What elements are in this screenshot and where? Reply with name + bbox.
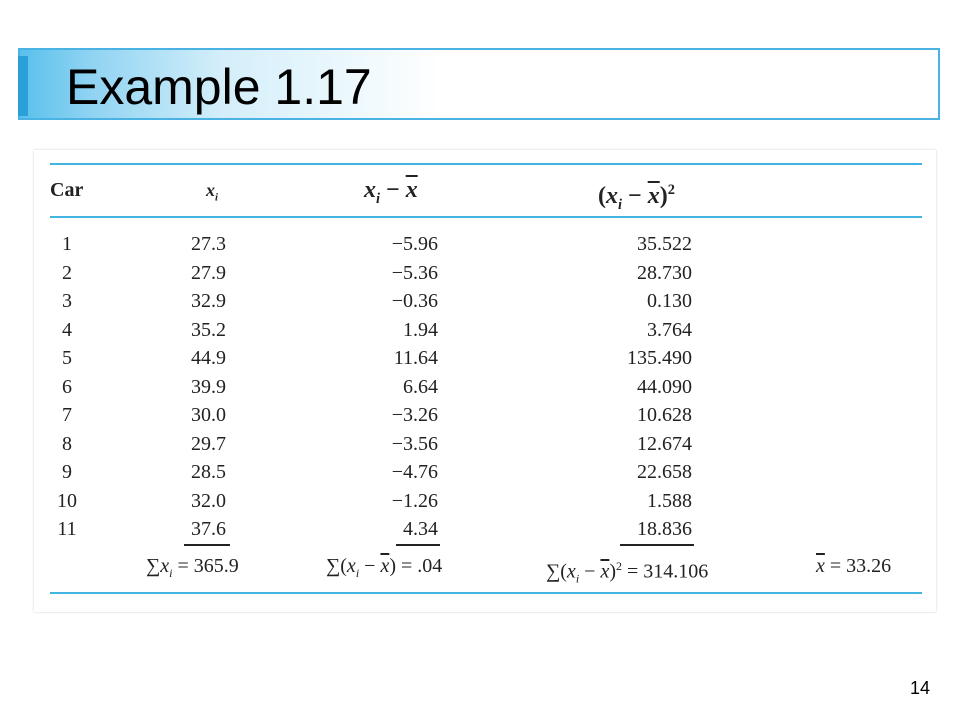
table-row <box>34 344 936 373</box>
cell-car: 9 <box>62 461 72 483</box>
cell-squared-deviation: 3.764 <box>647 318 692 341</box>
data-table <box>34 150 936 612</box>
cell-xi: 39.9 <box>191 375 226 398</box>
cell-car: 11 <box>57 518 77 540</box>
table-row <box>34 259 936 288</box>
cell-squared-deviation: 12.674 <box>637 432 692 455</box>
cell-xi: 30.0 <box>191 404 226 426</box>
cell-xi: 28.5 <box>191 461 226 483</box>
header-xi: $x_i$ <box>206 180 218 204</box>
sample-mean: $\overline{x} = 33.26$ <box>816 555 892 577</box>
cell-car: 7 <box>62 404 72 426</box>
cell-squared-deviation: 135.490 <box>627 347 692 369</box>
table-row <box>34 230 936 259</box>
cell-deviation: −4.76 <box>391 461 438 483</box>
header-bottom-rule <box>50 216 922 218</box>
cell-xi: 27.3 <box>191 233 226 255</box>
cell-deviation: 4.34 <box>403 518 438 540</box>
table-row <box>34 458 936 487</box>
table-top-rule <box>50 163 922 165</box>
deviation-sum-underline <box>396 544 440 546</box>
cell-car: 1 <box>62 233 72 255</box>
page-number: 14 <box>909 678 930 698</box>
sum-deviation: $\sum(x_i - \overline{x}) = .04$ <box>326 555 443 580</box>
table-row <box>34 430 936 459</box>
cell-deviation: −5.96 <box>391 233 438 255</box>
table-bottom-rule <box>50 592 922 594</box>
title-accent-bar <box>18 56 28 116</box>
sum-squared-deviation: $\sum(x_i - \overline{x})^2 = 314.106$ <box>546 559 709 586</box>
cell-squared-deviation: 44.090 <box>637 375 692 398</box>
table-body <box>34 230 936 544</box>
cell-deviation: −5.36 <box>391 261 438 284</box>
cell-car: 4 <box>62 318 72 341</box>
table-row <box>34 287 936 316</box>
cell-squared-deviation: 10.628 <box>637 404 692 426</box>
cell-deviation: −0.36 <box>391 290 438 312</box>
table-row <box>34 373 936 402</box>
cell-squared-deviation: 0.130 <box>647 290 692 312</box>
cell-squared-deviation: 1.588 <box>647 489 692 512</box>
cell-deviation: −1.26 <box>391 489 438 512</box>
cell-xi: 37.6 <box>191 518 226 540</box>
cell-xi: 32.0 <box>191 489 226 512</box>
cell-deviation: 1.94 <box>403 318 438 341</box>
table-row <box>34 316 936 345</box>
title-banner <box>18 48 940 120</box>
cell-car: 2 <box>62 261 72 284</box>
header-car: Car <box>50 179 84 201</box>
cell-squared-deviation: 35.522 <box>637 233 692 255</box>
cell-car: 5 <box>62 347 72 369</box>
sum-xi: $\sum x_i = 365.9$ <box>146 555 239 580</box>
cell-car: 3 <box>62 290 72 312</box>
cell-deviation: −3.56 <box>391 432 438 455</box>
cell-car: 6 <box>62 375 72 398</box>
cell-xi: 44.9 <box>191 347 226 369</box>
cell-car: 10 <box>57 489 77 512</box>
cell-squared-deviation: 28.730 <box>637 261 692 284</box>
table-row <box>34 487 936 516</box>
cell-xi: 32.9 <box>191 290 226 312</box>
cell-squared-deviation: 22.658 <box>637 461 692 483</box>
cell-deviation: −3.26 <box>391 404 438 426</box>
header-deviation: $x_i - \overline{x}$ <box>364 177 418 207</box>
header-squared-deviation: $(x_i - \overline{x})^2$ <box>598 182 675 213</box>
cell-xi: 27.9 <box>191 261 226 284</box>
squared-sum-underline <box>620 544 694 546</box>
slide-title: Example 1.17 <box>66 59 372 115</box>
cell-car: 8 <box>62 432 72 455</box>
cell-xi: 29.7 <box>191 432 226 455</box>
table-row <box>34 401 936 430</box>
cell-squared-deviation: 18.836 <box>637 518 692 540</box>
xi-sum-underline <box>184 544 230 546</box>
table-row <box>34 515 936 544</box>
cell-deviation: 11.64 <box>393 347 438 369</box>
cell-deviation: 6.64 <box>403 375 438 398</box>
cell-xi: 35.2 <box>191 318 226 341</box>
